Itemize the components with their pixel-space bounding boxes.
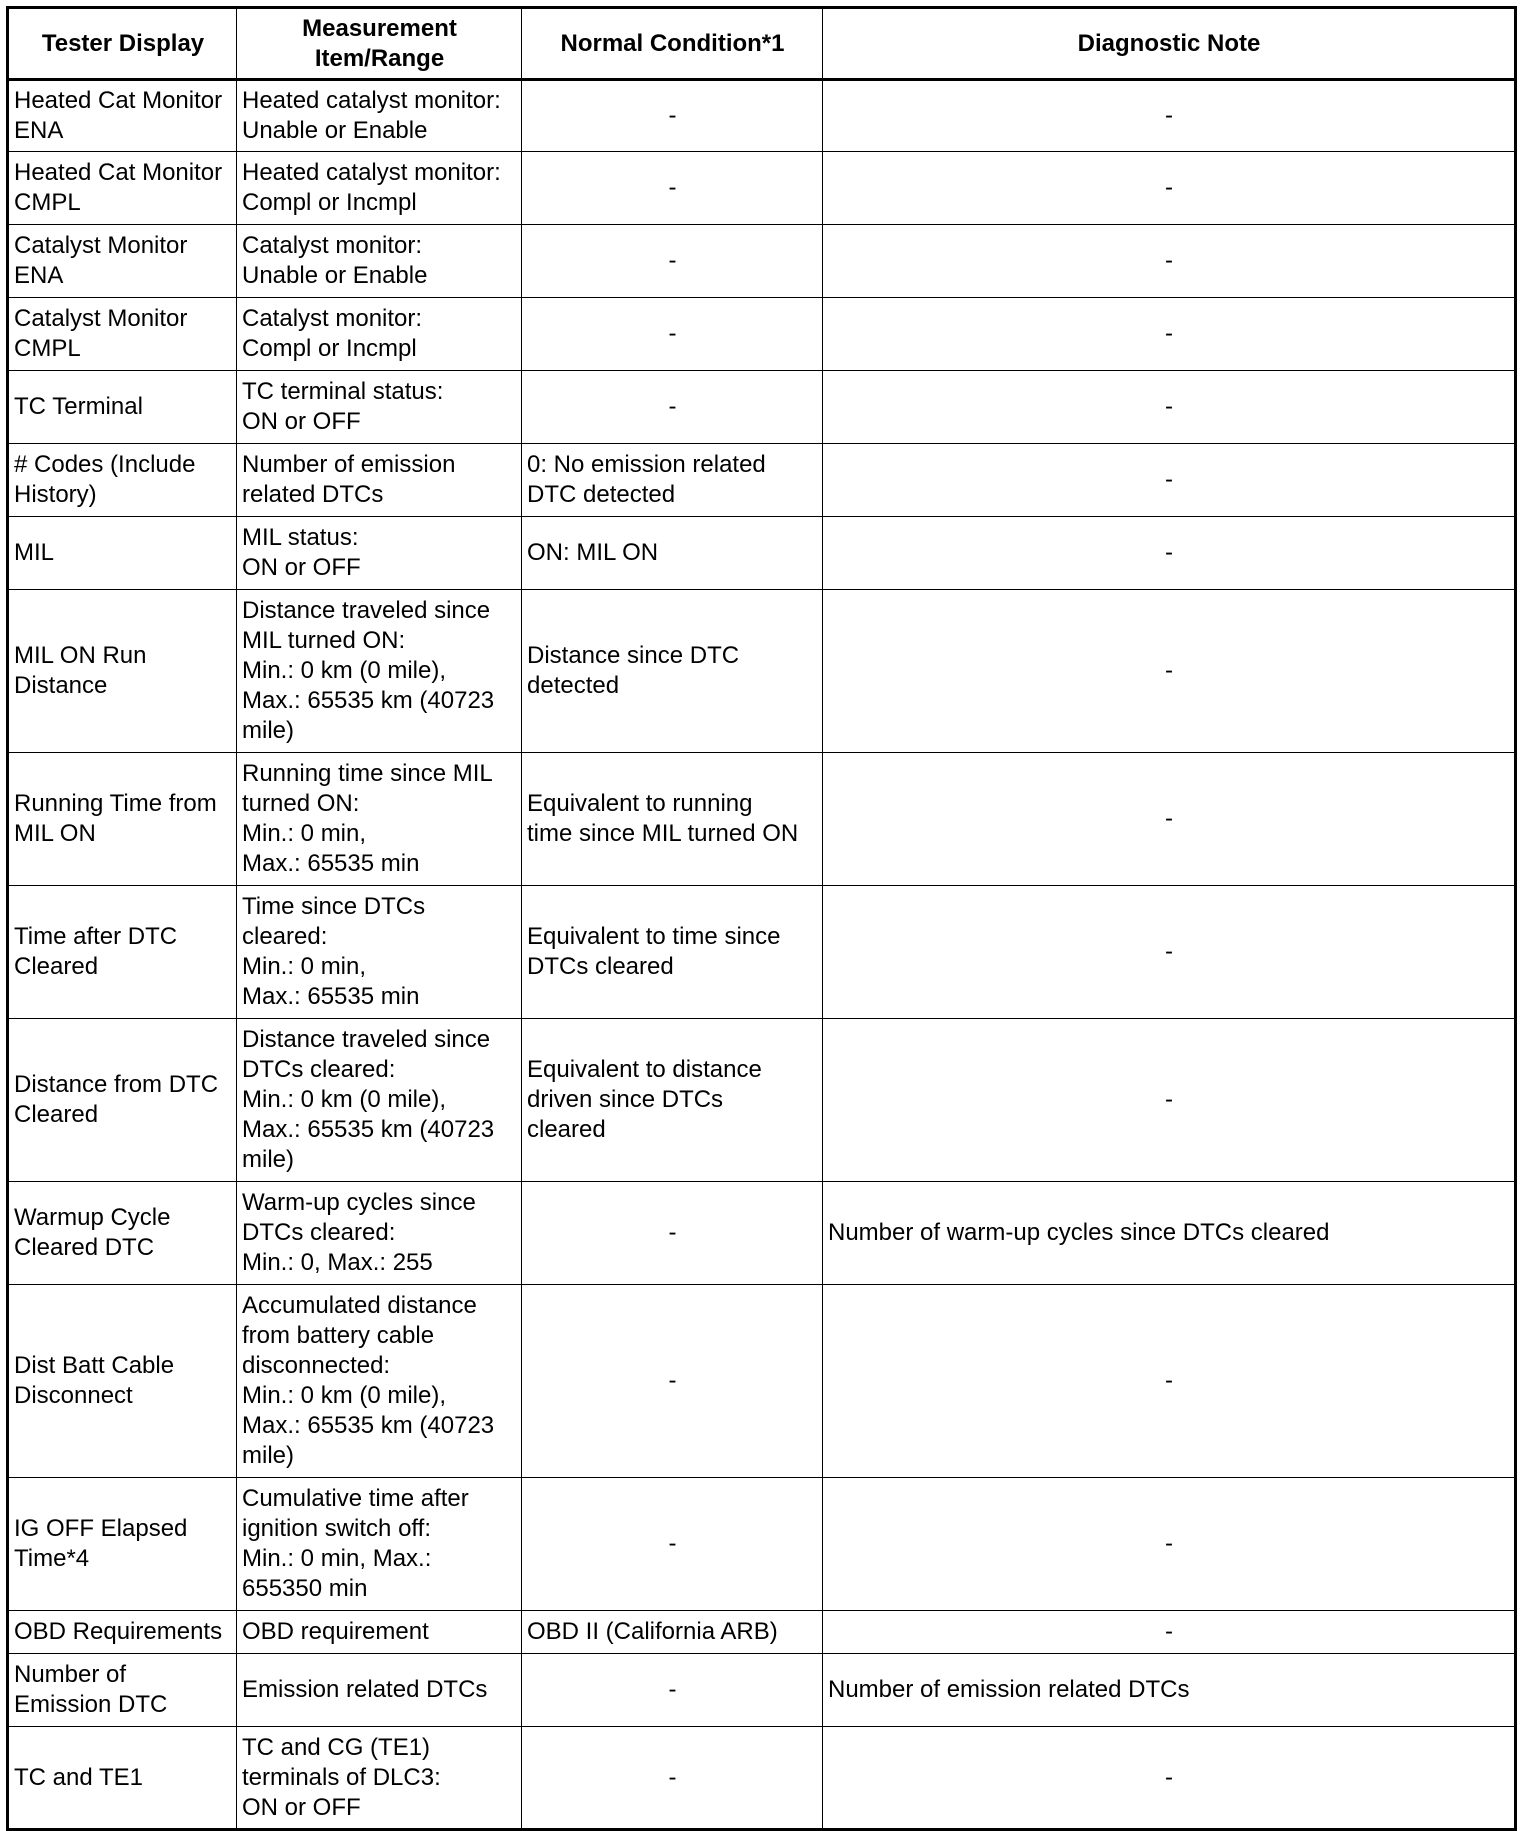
table-row: [8, 1019, 1516, 1182]
diagnostic-note-cell: -: [823, 590, 1516, 753]
table-row: [8, 225, 1516, 298]
measurement-cell: Distance traveled since MIL turned ON: Min.: 0 km (0 mile), Max.: 65535 km (40723 mile): [237, 590, 522, 753]
normal-condition-cell: -: [522, 1182, 823, 1285]
header-diagnostic-note: Diagnostic Note: [823, 8, 1516, 80]
normal-condition-cell: -: [522, 1285, 823, 1478]
measurement-cell: Catalyst monitor: Compl or Incmpl: [237, 298, 522, 371]
table-row: [8, 1478, 1516, 1611]
tester-display-cell: Heated Cat Monitor CMPL: [8, 152, 237, 225]
data-list-table: [6, 6, 1517, 1831]
document-page: [6, 6, 1514, 1820]
tester-display-cell: TC Terminal: [8, 371, 237, 444]
measurement-cell: Cumulative time after ignition switch off: Min.: 0 min, Max.: 655350 min: [237, 1478, 522, 1611]
tester-display-cell: Running Time from MIL ON: [8, 753, 237, 886]
table-row: [8, 886, 1516, 1019]
normal-condition-cell: -: [522, 80, 823, 152]
diagnostic-note-cell: Number of emission related DTCs: [823, 1654, 1516, 1727]
table-row: [8, 1727, 1516, 1830]
tester-display-cell: Catalyst Monitor CMPL: [8, 298, 237, 371]
measurement-cell: MIL status: ON or OFF: [237, 517, 522, 590]
normal-condition-cell: -: [522, 225, 823, 298]
normal-condition-cell: OBD II (California ARB): [522, 1611, 823, 1654]
normal-condition-cell: ON: MIL ON: [522, 517, 823, 590]
measurement-cell: Catalyst monitor: Unable or Enable: [237, 225, 522, 298]
normal-condition-cell: -: [522, 152, 823, 225]
diagnostic-note-cell: -: [823, 1019, 1516, 1182]
tester-display-cell: Warmup Cycle Cleared DTC: [8, 1182, 237, 1285]
diagnostic-note-cell: -: [823, 225, 1516, 298]
measurement-cell: Accumulated distance from battery cable disconnected: Min.: 0 km (0 mile), Max.: 65535 km (40723 mile): [237, 1285, 522, 1478]
table-row: [8, 80, 1516, 152]
diagnostic-note-cell: -: [823, 1285, 1516, 1478]
tester-display-cell: MIL ON Run Distance: [8, 590, 237, 753]
measurement-cell: Distance traveled since DTCs cleared: Min.: 0 km (0 mile), Max.: 65535 km (40723 mile): [237, 1019, 522, 1182]
diagnostic-note-cell: -: [823, 1611, 1516, 1654]
tester-display-cell: IG OFF Elapsed Time*4: [8, 1478, 237, 1611]
header-row: [8, 8, 1516, 80]
tester-display-cell: Time after DTC Cleared: [8, 886, 237, 1019]
table-row: [8, 298, 1516, 371]
diagnostic-note-cell: -: [823, 886, 1516, 1019]
diagnostic-note-cell: -: [823, 1727, 1516, 1830]
normal-condition-cell: Equivalent to time since DTCs cleared: [522, 886, 823, 1019]
table-row: [8, 753, 1516, 886]
diagnostic-note-cell: -: [823, 753, 1516, 886]
measurement-cell: Heated catalyst monitor: Compl or Incmpl: [237, 152, 522, 225]
header-tester-display: Tester Display: [8, 8, 237, 80]
normal-condition-cell: -: [522, 371, 823, 444]
diagnostic-note-cell: -: [823, 80, 1516, 152]
normal-condition-cell: -: [522, 1654, 823, 1727]
measurement-cell: OBD requirement: [237, 1611, 522, 1654]
measurement-cell: Time since DTCs cleared: Min.: 0 min, Max.: 65535 min: [237, 886, 522, 1019]
table-row: [8, 152, 1516, 225]
measurement-cell: Running time since MIL turned ON: Min.: 0 min, Max.: 65535 min: [237, 753, 522, 886]
tester-display-cell: TC and TE1: [8, 1727, 237, 1830]
normal-condition-cell: Distance since DTC detected: [522, 590, 823, 753]
measurement-cell: Warm-up cycles since DTCs cleared: Min.: 0, Max.: 255: [237, 1182, 522, 1285]
table-row: [8, 1654, 1516, 1727]
table-row: [8, 1182, 1516, 1285]
table-row: [8, 517, 1516, 590]
normal-condition-cell: Equivalent to running time since MIL turned ON: [522, 753, 823, 886]
tester-display-cell: # Codes (Include History): [8, 444, 237, 517]
header-normal-condition: Normal Condition*1: [522, 8, 823, 80]
header-measurement-item-range: Measurement Item/Range: [237, 8, 522, 80]
tester-display-cell: Catalyst Monitor ENA: [8, 225, 237, 298]
measurement-cell: TC and CG (TE1) terminals of DLC3: ON or OFF: [237, 1727, 522, 1830]
measurement-cell: TC terminal status: ON or OFF: [237, 371, 522, 444]
tester-display-cell: MIL: [8, 517, 237, 590]
measurement-cell: Heated catalyst monitor: Unable or Enable: [237, 80, 522, 152]
diagnostic-note-cell: -: [823, 517, 1516, 590]
diagnostic-note-cell: -: [823, 371, 1516, 444]
normal-condition-cell: 0: No emission related DTC detected: [522, 444, 823, 517]
tester-display-cell: Distance from DTC Cleared: [8, 1019, 237, 1182]
table-row: [8, 371, 1516, 444]
normal-condition-cell: -: [522, 1478, 823, 1611]
tester-display-cell: Dist Batt Cable Disconnect: [8, 1285, 237, 1478]
measurement-cell: Emission related DTCs: [237, 1654, 522, 1727]
normal-condition-cell: -: [522, 1727, 823, 1830]
diagnostic-note-cell: -: [823, 444, 1516, 517]
tester-display-cell: OBD Requirements: [8, 1611, 237, 1654]
table-row: [8, 1285, 1516, 1478]
measurement-cell: Number of emission related DTCs: [237, 444, 522, 517]
tester-display-cell: Number of Emission DTC: [8, 1654, 237, 1727]
normal-condition-cell: Equivalent to distance driven since DTCs cleared: [522, 1019, 823, 1182]
normal-condition-cell: -: [522, 298, 823, 371]
table-row: [8, 1611, 1516, 1654]
table-row: [8, 590, 1516, 753]
table-row: [8, 444, 1516, 517]
tester-display-cell: Heated Cat Monitor ENA: [8, 80, 237, 152]
diagnostic-note-cell: -: [823, 1478, 1516, 1611]
diagnostic-note-cell: -: [823, 152, 1516, 225]
diagnostic-note-cell: Number of warm-up cycles since DTCs cleared: [823, 1182, 1516, 1285]
diagnostic-note-cell: -: [823, 298, 1516, 371]
